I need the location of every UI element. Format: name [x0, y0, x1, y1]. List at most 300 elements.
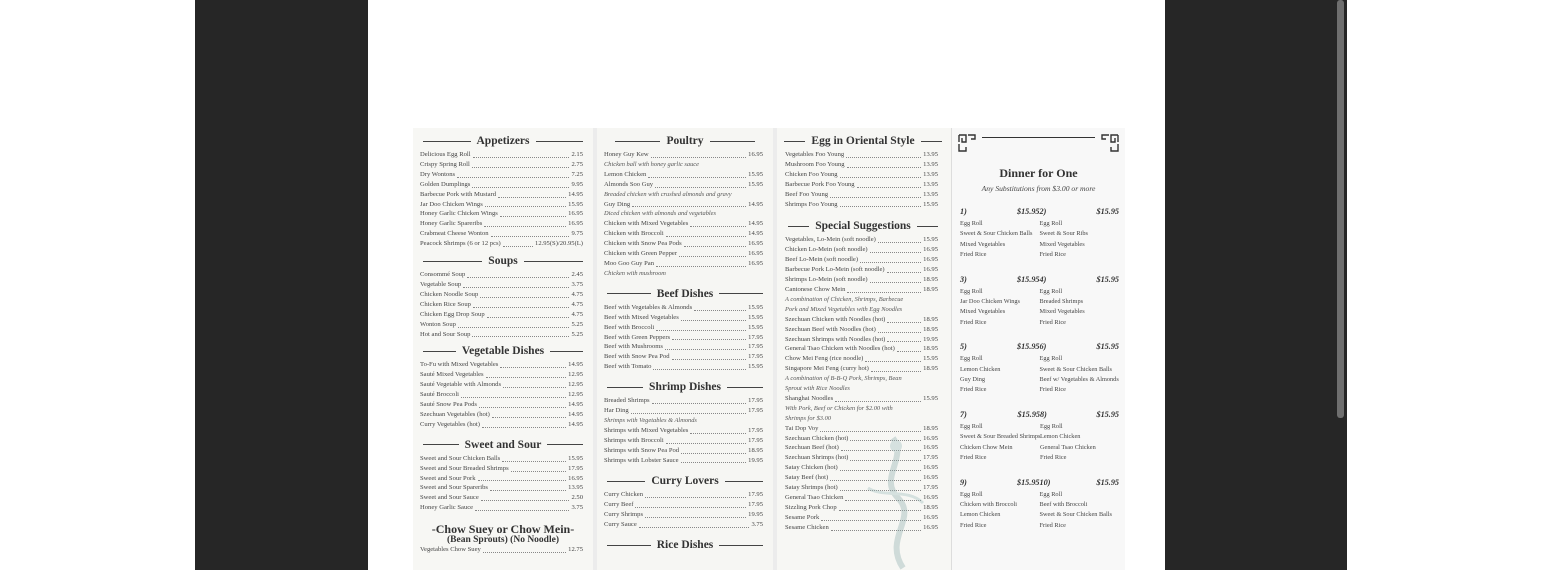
- dot-leader: [653, 369, 746, 370]
- menu-column-4: [951, 128, 1125, 570]
- combo-dish: Mixed Vegetables: [960, 308, 1006, 316]
- chow-suey-list: [413, 545, 593, 555]
- menu-item: [420, 320, 583, 330]
- menu-item: [778, 364, 948, 374]
- item-name: Cantonese Chow Mein: [785, 285, 846, 293]
- item-name: Honey Garlic Spareribs: [420, 220, 483, 228]
- dot-leader: [639, 527, 750, 528]
- item-price: 17.95: [748, 343, 763, 351]
- left-margin: [0, 0, 195, 570]
- dot-leader: [690, 433, 746, 434]
- dot-leader: [672, 359, 747, 360]
- item-price: 4.75: [571, 290, 583, 298]
- combo-row: [960, 410, 1119, 464]
- menu-item: [597, 406, 773, 416]
- item-price: 9.95: [571, 180, 583, 188]
- menu-item: [778, 325, 948, 335]
- item-name: Singapore Mei Feng (curry hot): [785, 365, 869, 373]
- dot-leader: [887, 322, 921, 323]
- menu-item: [778, 275, 948, 285]
- item-price: 16.95: [923, 444, 938, 452]
- item-name: Curry Vegetables (hot): [420, 420, 480, 428]
- dot-leader: [635, 507, 746, 508]
- item-name: General Tsao Chicken with Noodles (hot): [785, 345, 895, 353]
- item-price: 15.95: [748, 363, 763, 371]
- item-name: Sauté Broccoli: [420, 391, 460, 399]
- dot-leader: [830, 197, 921, 198]
- item-name: Sweet and Sour Spareribs: [420, 484, 488, 492]
- menu-item: [597, 249, 773, 259]
- scrollbar-thumb[interactable]: [1337, 0, 1344, 418]
- combo-dish: Fried Rice: [1039, 251, 1066, 259]
- dot-leader: [458, 327, 570, 328]
- menu-item: [785, 160, 938, 170]
- item-name: Jar Doo Chicken Wings: [420, 200, 483, 208]
- combo-price: $15.95: [1016, 477, 1040, 487]
- item-name: Honey Garlic Chicken Wings: [420, 210, 498, 218]
- menu-item: [778, 285, 948, 295]
- item-name: Shrimps with Mixed Vegetables: [604, 426, 689, 434]
- shrimp-dishes-list: [597, 396, 773, 465]
- dinner-combo: [960, 207, 1040, 261]
- combo-dish: Egg Roll: [1039, 287, 1063, 295]
- section-title-soups: Soups: [417, 255, 589, 267]
- menu-item: [420, 474, 583, 484]
- menu-item: [778, 245, 948, 255]
- item-price: 16.95: [923, 494, 938, 501]
- item-name: Vegetables, Lo-Mein (soft noodle): [785, 236, 876, 244]
- vegetable-dishes-list: [413, 360, 593, 429]
- menu-item: [597, 426, 773, 436]
- combo-dish: Egg Roll: [960, 490, 983, 498]
- combo-price: $15.95: [1096, 477, 1119, 487]
- item-name: Chicken Foo Young: [785, 170, 838, 178]
- combo-dish: Egg Roll: [960, 287, 983, 295]
- dot-leader: [665, 349, 746, 350]
- dot-leader: [645, 517, 746, 518]
- menu-item: [420, 200, 583, 210]
- item-price: 16.95: [923, 513, 938, 521]
- dinner-combos: [952, 207, 1125, 531]
- item-name: Beef with Snow Pea Pod: [604, 353, 670, 361]
- dot-leader: [467, 277, 569, 278]
- section-title-chow-suey: -Chow Suey or Chow Mein-: [431, 522, 575, 537]
- item-name: Curry Sauce: [604, 521, 637, 529]
- item-name: Satay Beef (hot): [785, 474, 829, 482]
- item-name: Beef with Vegetables & Almonds: [604, 303, 693, 311]
- item-name: Chow Mei Feng (rice noodle): [785, 355, 864, 363]
- combo-dish: Chicken Chow Mein: [960, 443, 1013, 451]
- section-title-poultry: Poultry: [601, 135, 769, 147]
- item-price: 15.95: [748, 303, 763, 311]
- item-name: Beef Foo Young: [785, 190, 829, 198]
- dinner-combo: [960, 478, 1040, 532]
- dot-leader: [666, 236, 746, 237]
- item-price: 17.95: [923, 484, 938, 492]
- item-price: 12.95(S)/20.95(L): [535, 240, 583, 248]
- menu-item: [420, 400, 583, 410]
- menu-item: [420, 464, 583, 474]
- dot-leader: [490, 490, 566, 491]
- item-price: 5.25: [571, 320, 583, 328]
- menu-item: [604, 510, 763, 520]
- combo-dish: Sweet & Sour Chicken Balls: [1039, 365, 1112, 373]
- item-price: 9.75: [571, 230, 583, 238]
- combo-header: [960, 275, 1040, 284]
- combo-price: $15.95: [1096, 207, 1119, 216]
- item-name: Chicken Noodle Soup: [420, 290, 479, 298]
- menu-item: [778, 344, 948, 354]
- item-price: 15.95: [923, 394, 938, 402]
- item-price: 15.95: [748, 170, 763, 178]
- menu-item: [420, 370, 583, 380]
- right-margin: [1347, 0, 1542, 570]
- appetizers-list: [413, 150, 593, 249]
- item-price: 18.95: [923, 424, 938, 432]
- section-title-beef-dishes: Beef Dishes: [601, 288, 769, 300]
- item-price: 13.95: [923, 170, 938, 178]
- item-price: 12.75: [568, 546, 583, 554]
- dot-leader: [878, 332, 921, 333]
- item-price: 16.95: [923, 256, 938, 264]
- dot-leader: [684, 246, 746, 247]
- combo-dish: Beef w/ Vegetables & Almonds: [1039, 376, 1119, 384]
- menu-item: [604, 500, 763, 510]
- combo-price: $15.95: [1096, 274, 1119, 284]
- menu-item: [604, 490, 763, 500]
- dot-leader: [651, 157, 746, 158]
- dinner-combo: [1040, 478, 1120, 532]
- dot-leader: [847, 167, 922, 168]
- item-price: 3.75: [571, 280, 583, 288]
- section-title-vegetable-dishes: Vegetable Dishes: [417, 345, 589, 357]
- item-name: Chicken with Mixed Vegetables: [604, 220, 689, 228]
- dot-leader: [472, 187, 569, 188]
- item-price: 17.95: [748, 407, 763, 415]
- item-name: General Tsao Chicken: [785, 494, 844, 501]
- dot-leader: [694, 310, 746, 311]
- dinner-combo: [960, 342, 1040, 396]
- dot-leader: [878, 242, 921, 243]
- section-title-curry-lovers: Curry Lovers: [601, 475, 769, 487]
- item-price: 19.95: [748, 456, 763, 464]
- menu-item: [785, 180, 938, 190]
- combo-dish: Lemon Chicken: [960, 365, 1001, 373]
- item-price: 3.75: [571, 504, 583, 512]
- combo-price: $15.95: [1096, 342, 1119, 352]
- item-price: 16.95: [568, 210, 583, 218]
- combo-price: $15.95: [1016, 207, 1040, 216]
- item-price: 17.95: [748, 501, 763, 509]
- dot-leader: [631, 413, 746, 414]
- menu-item: [604, 352, 763, 362]
- combo-number: 1): [960, 207, 967, 216]
- item-name: Chicken with Green Pepper: [604, 250, 678, 258]
- menu-item: [785, 200, 938, 210]
- item-name: Tai Dop Voy: [785, 424, 819, 432]
- menu-column-2: [597, 128, 773, 570]
- item-price: 18.95: [923, 285, 938, 293]
- poultry-list: [597, 150, 773, 279]
- item-name: Szechuan Beef with Noodles (hot): [785, 325, 876, 333]
- menu-item: [778, 394, 948, 404]
- egg-oriental-list: [778, 150, 948, 209]
- menu-column-3: [778, 128, 948, 570]
- item-price: 13.95: [923, 151, 938, 158]
- item-name: Moo Goo Guy Pan: [604, 259, 655, 267]
- item-description: Sprout with Rice Noodles: [785, 385, 850, 393]
- combo-dish: Jar Doo Chicken Wings: [960, 298, 1020, 306]
- item-name: Guy Ding: [604, 200, 631, 208]
- dinner-for-one-subtitle: Any Substitutions from $3.00 or more: [981, 184, 1096, 193]
- dot-leader: [679, 256, 746, 257]
- menu-item: [604, 313, 763, 323]
- item-name: Curry Chicken: [604, 491, 644, 499]
- item-name: Szechuan Shrimps (hot): [785, 454, 849, 462]
- item-name: Barbecue Pork with Mustard: [420, 190, 496, 198]
- item-name: Curry Shrimps: [604, 511, 644, 519]
- item-price: 5.25: [571, 330, 583, 338]
- dot-leader: [648, 177, 746, 178]
- dot-leader: [479, 407, 566, 408]
- item-name: Curry Beef: [604, 501, 634, 509]
- combo-dish: Mixed Vegetables: [960, 240, 1006, 248]
- menu-item: [420, 310, 583, 320]
- dot-leader: [473, 307, 570, 308]
- curry-lovers-list: [597, 490, 773, 530]
- item-name: Dry Wontons: [420, 170, 456, 178]
- dot-leader: [472, 167, 570, 168]
- item-name: Shrimps Foo Young: [785, 200, 838, 208]
- combo-price: $15.95: [1096, 409, 1119, 419]
- combo-dish: Chicken with Broccoli: [960, 500, 1018, 508]
- item-name: Chicken Lo-Mein (soft noodle): [785, 246, 868, 254]
- combo-header: [960, 342, 1040, 351]
- dinner-combo: [1040, 207, 1120, 261]
- item-name: Lemon Chicken: [604, 170, 647, 178]
- item-name: Breaded Shrimps: [604, 397, 650, 405]
- dot-leader: [672, 339, 746, 340]
- dot-leader: [870, 252, 922, 253]
- item-name: Almonds Soo Guy: [604, 180, 654, 188]
- combo-dish: Lemon Chicken: [1040, 433, 1081, 441]
- combo-dish: Egg Roll: [1040, 422, 1063, 430]
- dot-leader: [461, 397, 566, 398]
- menu-item: [785, 170, 938, 180]
- item-price: 14.95: [568, 401, 583, 409]
- menu-item: [420, 454, 583, 464]
- combo-dish: Sweet & Sour Chicken Balls: [1039, 511, 1112, 519]
- section-title-sweet-and-sour: Sweet and Sour: [417, 439, 589, 451]
- item-price: 16.95: [923, 266, 938, 274]
- item-price: 16.95: [923, 434, 938, 442]
- menu-item: [420, 280, 583, 290]
- menu-item: [420, 420, 583, 430]
- menu-item: [604, 323, 763, 333]
- item-name: Delicious Egg Roll: [420, 151, 471, 158]
- menu-item: [420, 390, 583, 400]
- dot-leader: [656, 330, 746, 331]
- dot-leader: [511, 471, 567, 472]
- item-name: Vegetables Foo Young: [785, 151, 845, 158]
- menu-item: [604, 333, 763, 343]
- dot-leader: [656, 266, 746, 267]
- section-title-shrimp-dishes: Shrimp Dishes: [601, 381, 769, 393]
- dot-leader: [502, 461, 566, 462]
- item-price: 4.75: [571, 300, 583, 308]
- item-price: 13.95: [923, 160, 938, 168]
- combo-price: $15.95: [1016, 274, 1040, 284]
- menu-item: [604, 342, 763, 352]
- item-name: Sizzling Pork Chop: [785, 503, 837, 511]
- item-price: 15.95: [748, 180, 763, 188]
- dot-leader: [835, 401, 921, 402]
- menu-item: [420, 190, 583, 200]
- combo-dish: Fried Rice: [960, 521, 987, 529]
- item-name: Szechuan Vegetables (hot): [420, 410, 490, 418]
- item-price: 18.95: [923, 503, 938, 511]
- dot-leader: [632, 206, 746, 207]
- menu-item: [604, 362, 763, 372]
- item-price: 15.95: [748, 323, 763, 331]
- combo-dish: General Tsao Chicken: [1040, 443, 1096, 451]
- dot-leader: [482, 427, 566, 428]
- item-name: Shrimps with Broccoli: [604, 436, 664, 444]
- dot-leader: [478, 480, 567, 481]
- combo-number: 10): [1039, 477, 1051, 487]
- menu-item: [778, 315, 948, 325]
- dinner-for-one-title: Dinner for One: [999, 166, 1078, 180]
- combo-dish: Mixed Vegetables: [1039, 240, 1085, 248]
- item-name: Sesame Pork: [785, 513, 820, 521]
- item-price: 17.95: [748, 436, 763, 444]
- item-price: 17.95: [568, 464, 583, 472]
- item-description: Diced chicken with almonds and vegetables: [604, 210, 716, 218]
- combo-price: $15.95: [1017, 409, 1040, 419]
- item-name: Sweet and Sour Breaded Shrimps: [420, 464, 509, 472]
- item-price: 15.95: [568, 454, 583, 462]
- menu-column-1: [413, 128, 593, 570]
- item-name: Satay Shrimps (hot): [785, 484, 838, 492]
- menu-item: [420, 360, 583, 370]
- item-price: 18.95: [923, 345, 938, 353]
- menu-item: [420, 170, 583, 180]
- dot-leader: [840, 177, 922, 178]
- dot-leader: [865, 361, 921, 362]
- menu-item: [597, 446, 773, 456]
- item-name: Golden Dumplings: [420, 180, 471, 188]
- dot-leader: [500, 216, 566, 217]
- dot-leader: [487, 317, 570, 318]
- dot-leader: [485, 206, 566, 207]
- dot-leader: [666, 443, 746, 444]
- dot-leader: [481, 500, 570, 501]
- item-price: 12.95: [568, 381, 583, 389]
- item-price: 16.95: [923, 474, 938, 482]
- item-description: Shrimps for $3.00: [785, 414, 831, 422]
- item-name: Sauté Snow Pea Pods: [420, 401, 477, 409]
- menu-item: [597, 259, 773, 269]
- viewer-background-left: [195, 0, 368, 570]
- dot-leader: [887, 341, 921, 342]
- menu-item: [420, 483, 583, 493]
- combo-header: [960, 478, 1040, 487]
- item-price: 12.95: [568, 371, 583, 379]
- menu-item: [597, 180, 773, 190]
- item-name: Vegetables Chow Suey: [420, 546, 481, 554]
- menu-item: [420, 150, 583, 160]
- dot-leader: [484, 226, 566, 227]
- combo-number: 7): [960, 409, 967, 419]
- combo-dish: Sweet & Sour Breaded Shrimps: [960, 433, 1041, 441]
- combo-header: [960, 207, 1040, 216]
- combo-dish: Guy Ding: [960, 376, 986, 384]
- item-description: Chicken ball with honey garlic sauce: [604, 160, 699, 168]
- item-price: 15.95: [923, 200, 938, 208]
- item-price: 16.95: [748, 240, 763, 248]
- item-name: Har Ding: [604, 407, 629, 415]
- item-price: 14.95: [568, 190, 583, 198]
- item-name: Beef with Mixed Vegetables: [604, 313, 679, 321]
- item-name: Sesame Chicken: [785, 523, 829, 531]
- document-page: [368, 0, 1165, 570]
- item-price: 16.95: [568, 474, 583, 482]
- dot-leader: [840, 206, 922, 207]
- combo-row: [960, 478, 1119, 532]
- item-description: A combination of B-B-Q Pork, Shrimps, Bean: [785, 375, 902, 383]
- item-name: Szechuan Chicken (hot): [785, 434, 849, 442]
- section-title-egg-oriental: Egg in Oriental Style: [782, 135, 944, 147]
- item-price: 16.95: [923, 464, 938, 472]
- menu-item: [597, 456, 773, 466]
- menu-item: [420, 239, 583, 249]
- item-price: 18.95: [923, 365, 938, 373]
- combo-number: 9): [960, 477, 967, 487]
- dot-leader: [870, 282, 922, 283]
- dinner-combo: [960, 275, 1040, 329]
- menu-item: [778, 265, 948, 275]
- menu-item: [420, 493, 583, 503]
- item-name: Vegetable Soup: [420, 280, 462, 288]
- dot-leader: [472, 336, 569, 337]
- combo-header: [1040, 410, 1119, 419]
- greek-key-right-icon: [1101, 134, 1119, 152]
- combo-dish: Sweet & Sour Chicken Balls: [960, 230, 1033, 238]
- dot-leader: [681, 462, 747, 463]
- item-name: Szechuan Beef (hot): [785, 444, 839, 452]
- combo-header: [1040, 207, 1120, 216]
- item-price: 16.95: [748, 250, 763, 258]
- item-description: Chicken with mushroom: [604, 269, 666, 277]
- item-description: Shrimps with Vegetables & Almonds: [604, 416, 697, 424]
- menu-item: [420, 229, 583, 239]
- combo-number: 5): [960, 342, 967, 352]
- border-line: [982, 137, 1095, 138]
- menu-item: [778, 335, 948, 345]
- item-name: Crabmeat Cheese Wonton: [420, 230, 489, 238]
- item-price: 19.95: [923, 335, 938, 343]
- combo-dish: Breaded Shrimps: [1039, 298, 1084, 306]
- item-name: Shrimps with Snow Pea Pod: [604, 446, 680, 454]
- greek-key-left-icon: [958, 134, 976, 152]
- item-name: Shanghai Noodles: [785, 394, 834, 402]
- item-name: Shrimps Lo-Mein (soft noodle): [785, 276, 868, 284]
- item-name: Beef with Green Peppers: [604, 333, 671, 341]
- dot-leader: [503, 387, 566, 388]
- item-name: Chicken with Snow Pea Pods: [604, 240, 682, 248]
- item-price: 18.95: [923, 325, 938, 333]
- combo-number: 2): [1039, 207, 1047, 216]
